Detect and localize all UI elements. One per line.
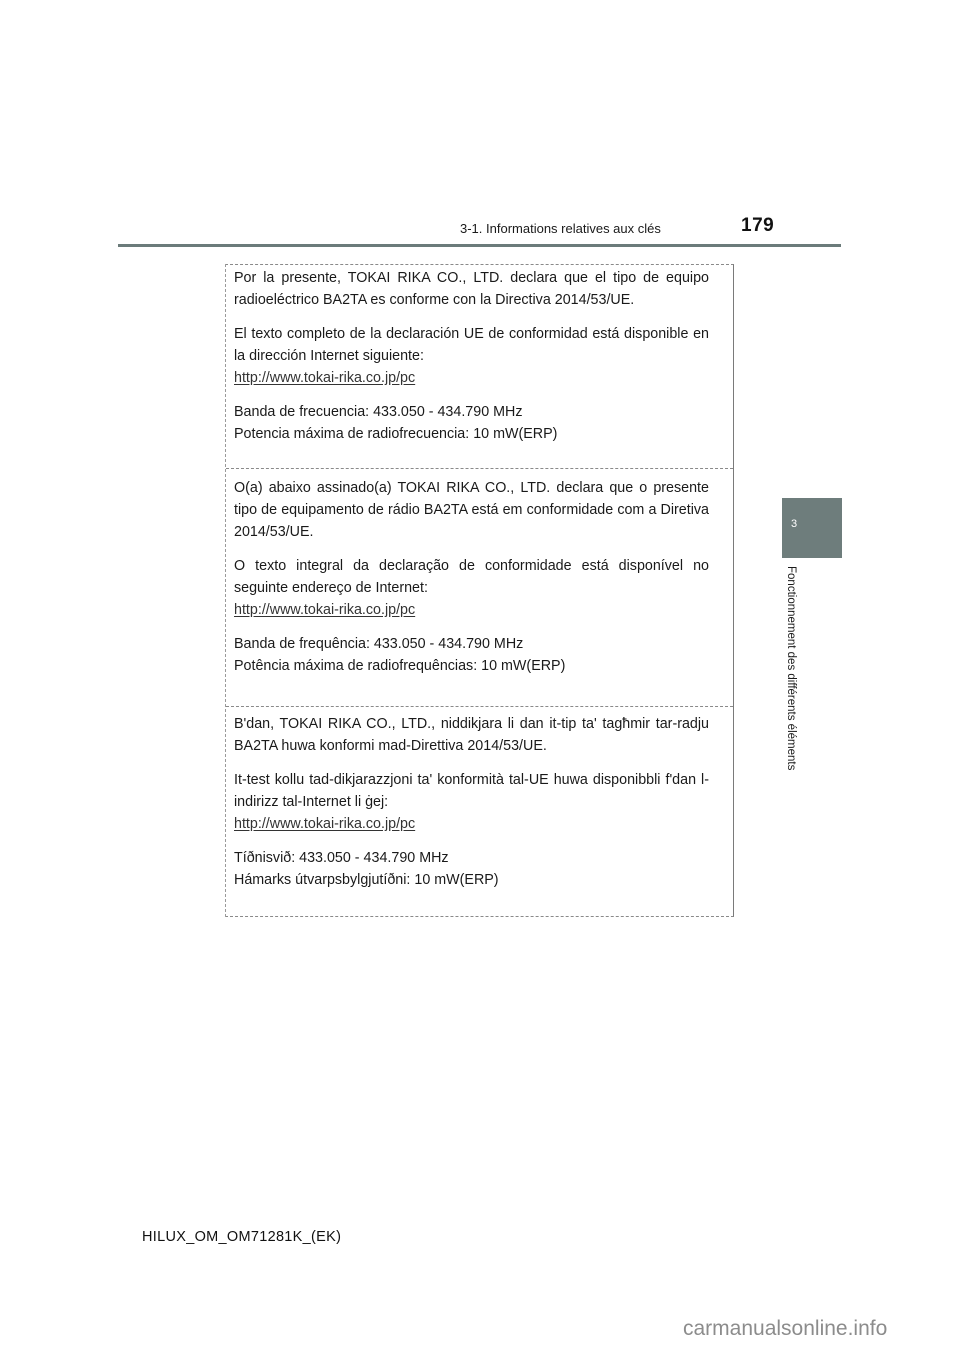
spacer [234,835,709,847]
declaration-url-link[interactable]: http://www.tokai-rika.co.jp/pc [234,370,416,386]
spacer [234,389,709,401]
declaration-availability: It-test kollu tad-dikjarazzjoni ta' konformità tal-UE huwa disponibbli f'dan l-indirizz tal-Internet li ġej: [234,772,709,810]
declaration-section-spanish [226,267,733,469]
declaration-url-link[interactable]: http://www.tokai-rika.co.jp/pc [234,816,416,832]
declaration-statement: B'dan, TOKAI RIKA CO., LTD., niddikjara li dan it-tip ta' tagħmir tar-radju BA2TA huwa konformi mad-Direttiva 2014/53/UE. [234,716,709,754]
spacer [234,757,709,769]
declaration-availability: O texto integral da declaração de conformidade está disponível no seguinte endereço de Internet: [234,558,709,596]
declaration-section-maltese-icelandic [226,706,733,916]
declaration-section-portuguese [226,468,733,706]
document-code: HILUX_OM_OM71281K_(EK) [142,1229,342,1245]
chapter-label: Fonctionnement des différents éléments [785,566,797,771]
frequency-band: Tíðnisvið: 433.050 - 434.790 MHz [234,850,449,866]
declarations-box [225,264,734,917]
max-power: Hámarks útvarpsbylgjutíðni: 10 mW(ERP) [234,872,499,888]
watermark: carmanualsonline.info [683,1317,888,1340]
frequency-band: Banda de frecuencia: 433.050 - 434.790 MHz [234,404,523,420]
spacer [234,621,709,633]
declaration-availability: El texto completo de la declaración UE de conformidad está disponible en la dirección Internet siguiente: [234,326,709,364]
chapter-label-container [781,566,801,776]
page-header [0,0,960,250]
chapter-tab[interactable] [782,498,842,558]
frequency-band: Banda de frequência: 433.050 - 434.790 MHz [234,636,524,652]
section-title: 3-1. Informations relatives aux clés [460,221,661,236]
header-divider [118,244,841,247]
max-power: Potência máxima de radiofrequências: 10 mW(ERP) [234,658,566,674]
page-number: 179 [741,215,775,236]
chapter-number: 3 [791,518,798,530]
declaration-url-link[interactable]: http://www.tokai-rika.co.jp/pc [234,602,416,618]
spacer [234,543,709,555]
max-power: Potencia máxima de radiofrecuencia: 10 mW(ERP) [234,426,558,442]
declaration-statement: O(a) abaixo assinado(a) TOKAI RIKA CO., LTD. declara que o presente tipo de equipamento de rádio BA2TA está em conformidade com a Diretiva 2014/53/UE. [234,480,709,540]
declaration-statement: Por la presente, TOKAI RIKA CO., LTD. declara que el tipo de equipo radioeléctrico BA2TA es conforme con la Directiva 2014/53/UE. [234,270,709,308]
spacer [234,311,709,323]
